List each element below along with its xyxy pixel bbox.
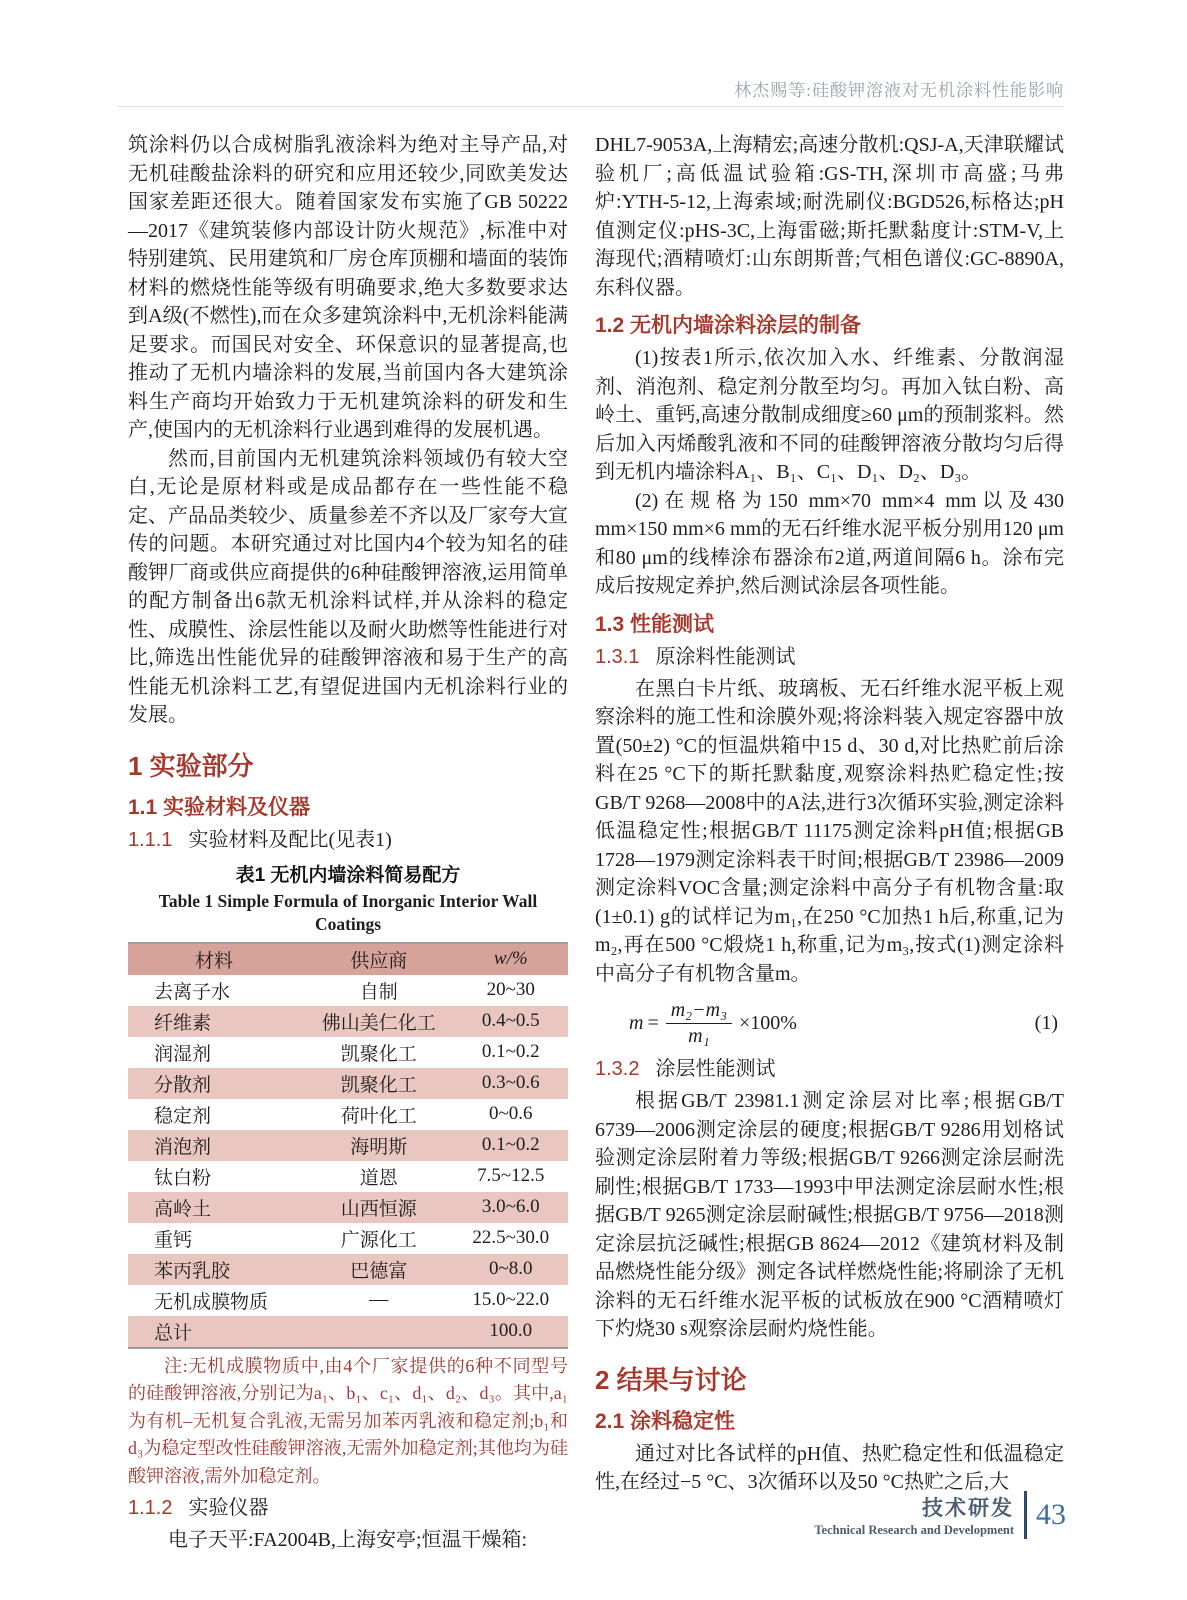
heading-title: 实验材料及配比(见表1) (188, 828, 392, 851)
subsubsection-heading-1-3-2 (595, 1055, 1064, 1083)
subsubsection-heading-1-1-1 (128, 826, 568, 854)
footer-divider (1024, 1491, 1027, 1539)
heading-title: 涂层性能测试 (655, 1058, 776, 1080)
equation-number: (1) (1034, 1012, 1058, 1034)
page-footer (814, 1491, 1066, 1539)
cell-material: 高岭土 (154, 1198, 212, 1220)
table-row (128, 1037, 568, 1068)
cell-weight: 100.0 (489, 1320, 533, 1342)
heading-number: 1.1.1 (128, 828, 173, 851)
equation-denominator: m₁ (688, 1025, 710, 1047)
subsection-heading-1-1: 1.1 实验材料及仪器 (128, 795, 311, 819)
column-header-supplier: 供应商 (350, 950, 408, 972)
heading-number: 1.3.2 (595, 1058, 640, 1080)
cell-supplier: 自制 (359, 981, 398, 1003)
cell-weight: 22.5~30.0 (472, 1227, 550, 1249)
table-row (128, 1254, 568, 1285)
equation-lhs: m (629, 1012, 644, 1034)
cell-material: 无机成膜物质 (154, 1291, 269, 1313)
cell-supplier: 凯聚化工 (340, 1074, 417, 1096)
page-number: 43 (1036, 1498, 1066, 1531)
section-heading-1: 1 实验部分 (128, 750, 254, 781)
subsection-heading-1-3: 1.3 性能测试 (595, 612, 715, 636)
equation-numerator: m₂−m₃ (666, 998, 732, 1024)
cell-material: 分散剂 (154, 1074, 212, 1096)
table-body (128, 975, 568, 1348)
heading-number: 1.3.1 (595, 645, 640, 668)
cell-weight: 0.1~0.2 (481, 1041, 540, 1063)
cell-material: 重钙 (154, 1229, 193, 1251)
table-footnote: 注:无机成膜物质中,由4个厂家提供的6种不同型号的硅酸钾溶液,分别记为a₁、b₁、c₁、d₁、d₂、d₃。其中,a₁为有机–无机复合乳液,无需另加苯丙乳液和稳定剂;b₁和d₃为稳定型改性硅酸钾溶液,无需外加稳定剂;其他均为硅酸钾溶液,需外加稳定剂。 (128, 1355, 568, 1486)
subsubsection-heading-1-1-2 (128, 1494, 568, 1522)
body-paragraph: 通过对比各试样的pH值、热贮稳定性和低温稳定性,在经过−5 °C、3次循环以及50 °C热贮之后,大 (595, 1442, 1064, 1493)
table-row (128, 1099, 568, 1130)
table-row (128, 1068, 568, 1099)
cell-weight: 0.1~0.2 (481, 1134, 540, 1156)
table-row (128, 1285, 568, 1316)
footer-section-labels (814, 1492, 1014, 1538)
cell-weight: 15.0~22.0 (472, 1289, 550, 1311)
body-paragraph: 在黑白卡片纸、玻璃板、无石纤维水泥平板上观察涂料的施工性和涂膜外观;将涂料装入规定容器中放置(50±2) °C的恒温烘箱中15 d、30 d,对比热贮前后涂料在25 °C下的斯托默黏度,观察涂料热贮稳定性;按GB/T 9268—2008中的A法,进行3次循环实验,测定涂料低温稳定性;根据GB/T 11175测定涂料pH值;根据GB 1728—1979测定涂料表干时间;根据GB/T 23986—2009测定涂料VOC含量;测定涂料中高分子有机物含量:取(1±0.1) g的试样记为m₁,在250 °C加热1 h后,称重,记为m₂,再在500 °C煅烧1 h,称重,记为m₃,按式(1)测定涂料中高分子有机物含量m。 (595, 677, 1064, 985)
cell-weight: 20~30 (486, 979, 535, 1001)
cell-weight: 0.3~0.6 (481, 1072, 540, 1094)
cell-material: 去离子水 (154, 981, 231, 1003)
table-caption-cn: 表1 无机内墙涂料简易配方 (235, 864, 461, 886)
body-paragraph: 筑涂料仍以合成树脂乳液涂料为绝对主导产品,对无机硅酸盐涂料的研究和应用还较少,同欧美发达国家差距还很大。随着国家发布实施了GB 50222—2017《建筑装修内部设计防火规范》,标准中对特别建筑、民用建筑和厂房仓库顶棚和墙面的装饰材料的燃烧性能等级有明确要求,绝大多数要求达到A级(不燃性),而在众多建筑涂料中,无机涂料能满足要求。而国民对安全、环保意识的显著提高,也推动了无机内墙涂料的发展,当前国内各大建筑涂料生产商均开始致力于无机建筑涂料的研发和生产,使国内的无机涂料行业遇到难得的发展机遇。 (128, 134, 568, 441)
section-heading-2: 2 结果与讨论 (595, 1364, 747, 1395)
header-rule (118, 106, 1064, 107)
cell-supplier: 荷叶化工 (340, 1105, 417, 1127)
table-caption-en: Table 1 Simple Formula of Inorganic Interior Wall Coatings (158, 890, 538, 935)
subsubsection-heading-1-3-1 (595, 643, 1064, 671)
subsection-heading-1-2: 1.2 无机内墙涂料涂层的制备 (595, 314, 862, 337)
cell-supplier: 海明斯 (350, 1136, 408, 1158)
cell-material: 钛白粉 (154, 1167, 212, 1189)
table-row (128, 1223, 568, 1254)
right-column (595, 131, 1064, 1555)
body-paragraph: (1)按表1所示,依次加入水、纤维素、分散润湿剂、消泡剂、稳定剂分散至均匀。再加入钛白粉、高岭土、重钙,高速分散制成细度≥60 μm的预制浆料。然后加入丙烯酸乳液和不同的硅酸钾溶液分散均匀后得到无机内墙涂料A₁、B₁、C₁、D₁、D₂、D₃。 (595, 347, 1064, 483)
cell-supplier: 广源化工 (340, 1229, 417, 1251)
cell-supplier: — (369, 1289, 389, 1311)
heading-number: 1.1.2 (128, 1497, 173, 1520)
table-row (128, 975, 568, 1006)
table-row (128, 1006, 568, 1037)
table-row (128, 1161, 568, 1192)
cell-weight: 0.4~0.5 (481, 1010, 540, 1032)
table-row-total (128, 1316, 568, 1348)
body-paragraph: 根据GB/T 23981.1测定涂层对比率;根据GB/T 6739—2006测定涂层的硬度;根据GB/T 9286用划格试验测定涂层附着力等级;根据GB/T 9266测定涂层耐洗刷性;根据GB/T 1733—1993中甲法测定涂层耐水性;根据GB/T 9265测定涂层耐碱性;根据GB/T 9756—2018测定涂层抗泛碱性;根据GB 8624—2012《建筑材料及制品燃烧性能分级》测定各试样燃烧性能;将刷涂了无机涂料的无石纤维水泥平板的试板放在900 °C酒精喷灯下灼烧30 s观察涂层耐灼烧性能。 (595, 1090, 1064, 1340)
cell-supplier: 道恩 (359, 1167, 398, 1189)
body-paragraph: DHL7-9053A,上海精宏;高速分散机:QSJ-A,天津联耀试验机厂;高低温试验箱:GS-TH,深圳市高盛;马弗炉:YTH-5-12,上海索域;耐洗刷仪:BGD526,标格达;pH值测定仪:pHS-3C,上海雷磁;斯托默黏度计:STM-V,上海现代;酒精喷灯:山东朗斯普;气相色谱仪:GC-8890A,东科仪器。 (595, 134, 1064, 299)
body-paragraph: 电子天平:FA2004B,上海安亭;恒温干燥箱: (168, 1529, 528, 1552)
cell-weight: 0~8.0 (489, 1258, 533, 1280)
body-paragraph: 然而,目前国内无机建筑涂料领域仍有较大空白,无论是原材料或是成品都存在一些性能不稳定、产品品类较少、质量参差不齐以及厂家夸大宣传的问题。本研究通过对比国内4个较为知名的硅酸钾厂商或供应商提供的6种硅酸钾溶液,运用简单的配方制备出6款无机涂料试样,并从涂料的稳定性、成膜性、涂层性能以及耐火助燃等性能进行对比,筛选出性能优异的硅酸钾溶液和易于生产的高性能无机涂料工艺,有望促进国内无机涂料行业的发展。 (128, 447, 568, 726)
body-paragraph: (2)在规格为150 mm×70 mm×4 mm以及430 mm×150 mm×6 mm的无石纤维水泥平板分别用120 μm和80 μm的线棒涂布器涂布2道,两道间隔6 h。涂布完成后按规定养护,然后测试涂层各项性能。 (595, 489, 1064, 597)
equation-tail: ×100% (739, 1012, 797, 1034)
subsection-heading-2-1: 2.1 涂料稳定性 (595, 1409, 736, 1433)
cell-supplier: 凯聚化工 (340, 1043, 417, 1065)
running-head: 林杰赐等:硅酸钾溶液对无机涂料性能影响 (734, 81, 1064, 100)
table-header (128, 943, 568, 975)
column-header-material: 材料 (194, 950, 233, 972)
footer-section-cn: 技术研发 (922, 1497, 1014, 1520)
cell-material: 润湿剂 (154, 1043, 212, 1065)
column-header-weight-percent: w/% (493, 948, 528, 970)
cell-material: 总计 (154, 1322, 193, 1344)
cell-supplier: 巴德富 (350, 1260, 408, 1282)
cell-supplier (304, 1316, 454, 1348)
table-row (128, 1192, 568, 1223)
heading-title: 原涂料性能测试 (655, 645, 796, 668)
formula-table (128, 942, 568, 1349)
left-column (128, 131, 568, 1555)
table-row (128, 1130, 568, 1161)
equation-equals: = (647, 1012, 659, 1034)
cell-material: 苯丙乳胶 (154, 1260, 231, 1282)
heading-title: 实验仪器 (188, 1497, 269, 1520)
cell-material: 消泡剂 (154, 1136, 212, 1158)
two-column-body (128, 131, 1064, 1555)
cell-supplier: 山西恒源 (340, 1198, 417, 1220)
cell-weight: 7.5~12.5 (477, 1165, 545, 1187)
cell-supplier: 佛山美仁化工 (321, 1012, 436, 1034)
cell-material: 稳定剂 (154, 1105, 212, 1127)
cell-material: 纤维素 (154, 1012, 212, 1034)
table-header-row (128, 943, 568, 975)
table-caption (128, 860, 568, 937)
equation-fraction (666, 998, 732, 1049)
equation-1 (595, 998, 1064, 1049)
footer-section-en: Technical Research and Development (814, 1523, 1014, 1537)
cell-weight: 3.0~6.0 (481, 1196, 540, 1218)
cell-weight: 0~0.6 (489, 1103, 533, 1125)
